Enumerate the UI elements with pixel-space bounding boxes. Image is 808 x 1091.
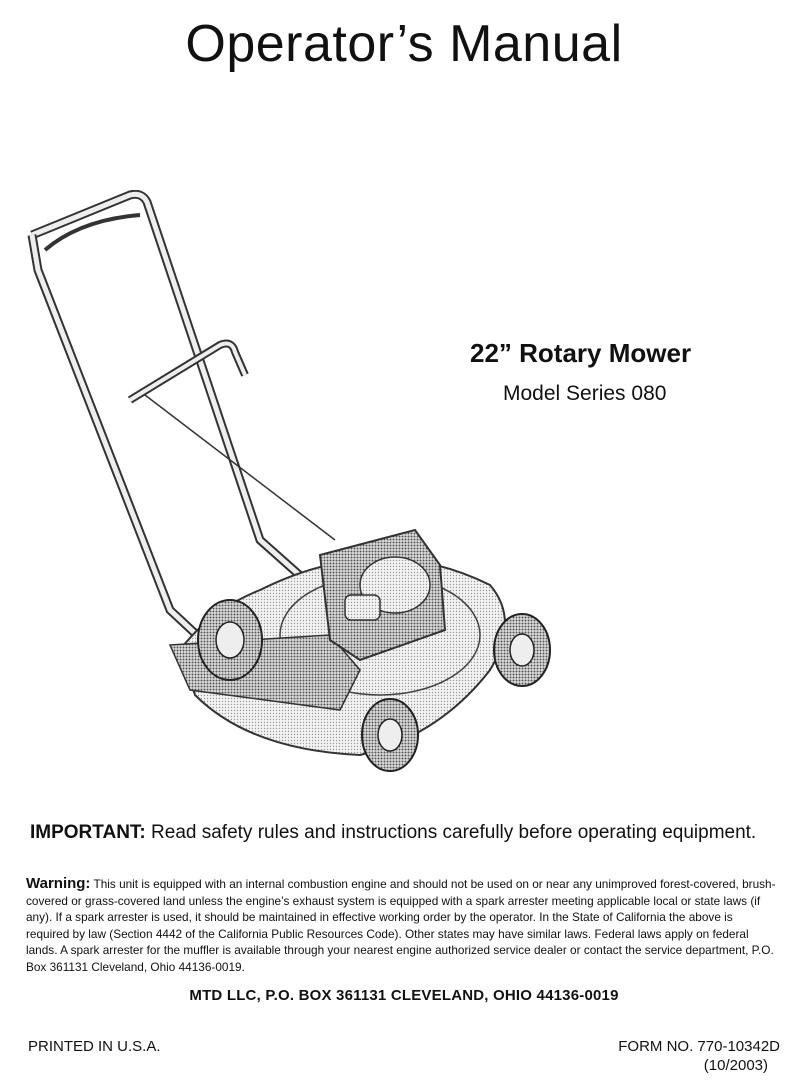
page-title: Operator’s Manual [185,15,623,73]
warning-text: This unit is equipped with an internal combustion engine and should not be used on or near any unimproved forest-covered, brush-covered or grass-covered land unless the engine’s exhaust system is equipped with a spark arrester meeting applicable local or state laws (if any). If a spark arrester is used, it should be maintained in effective working order by the operator. In the State of California the above is required by law (Section 4442 of the California Public Resources Code). Other states may have similar laws. Federal laws apply on federal lands. A spark arrester for the muffler is available through your nearest engine authorized service dealer or contact the service department, P.O. Box 361131 Cleveland, Ohio 44136-0019. [26,877,776,974]
form-number: FORM NO. 770-10342D [618,1038,780,1055]
important-label: IMPORTANT: [30,822,146,843]
form-date: (10/2003) [703,1057,768,1074]
important-text: Read safety rules and instructions carefully before operating equipment. [145,822,757,843]
warning-notice [26,876,778,975]
warning-label: Warning: [26,875,91,892]
printed-in: PRINTED IN U.S.A. [28,1038,161,1055]
model-series: Model Series 080 [503,382,667,405]
product-name: 22” Rotary Mower [470,338,692,368]
company-address: MTD LLC, P.O. BOX 361131 CLEVELAND, OHIO 44136-0019 [189,987,619,1004]
lawn-mower-illustration [20,190,580,790]
important-notice [30,822,790,844]
